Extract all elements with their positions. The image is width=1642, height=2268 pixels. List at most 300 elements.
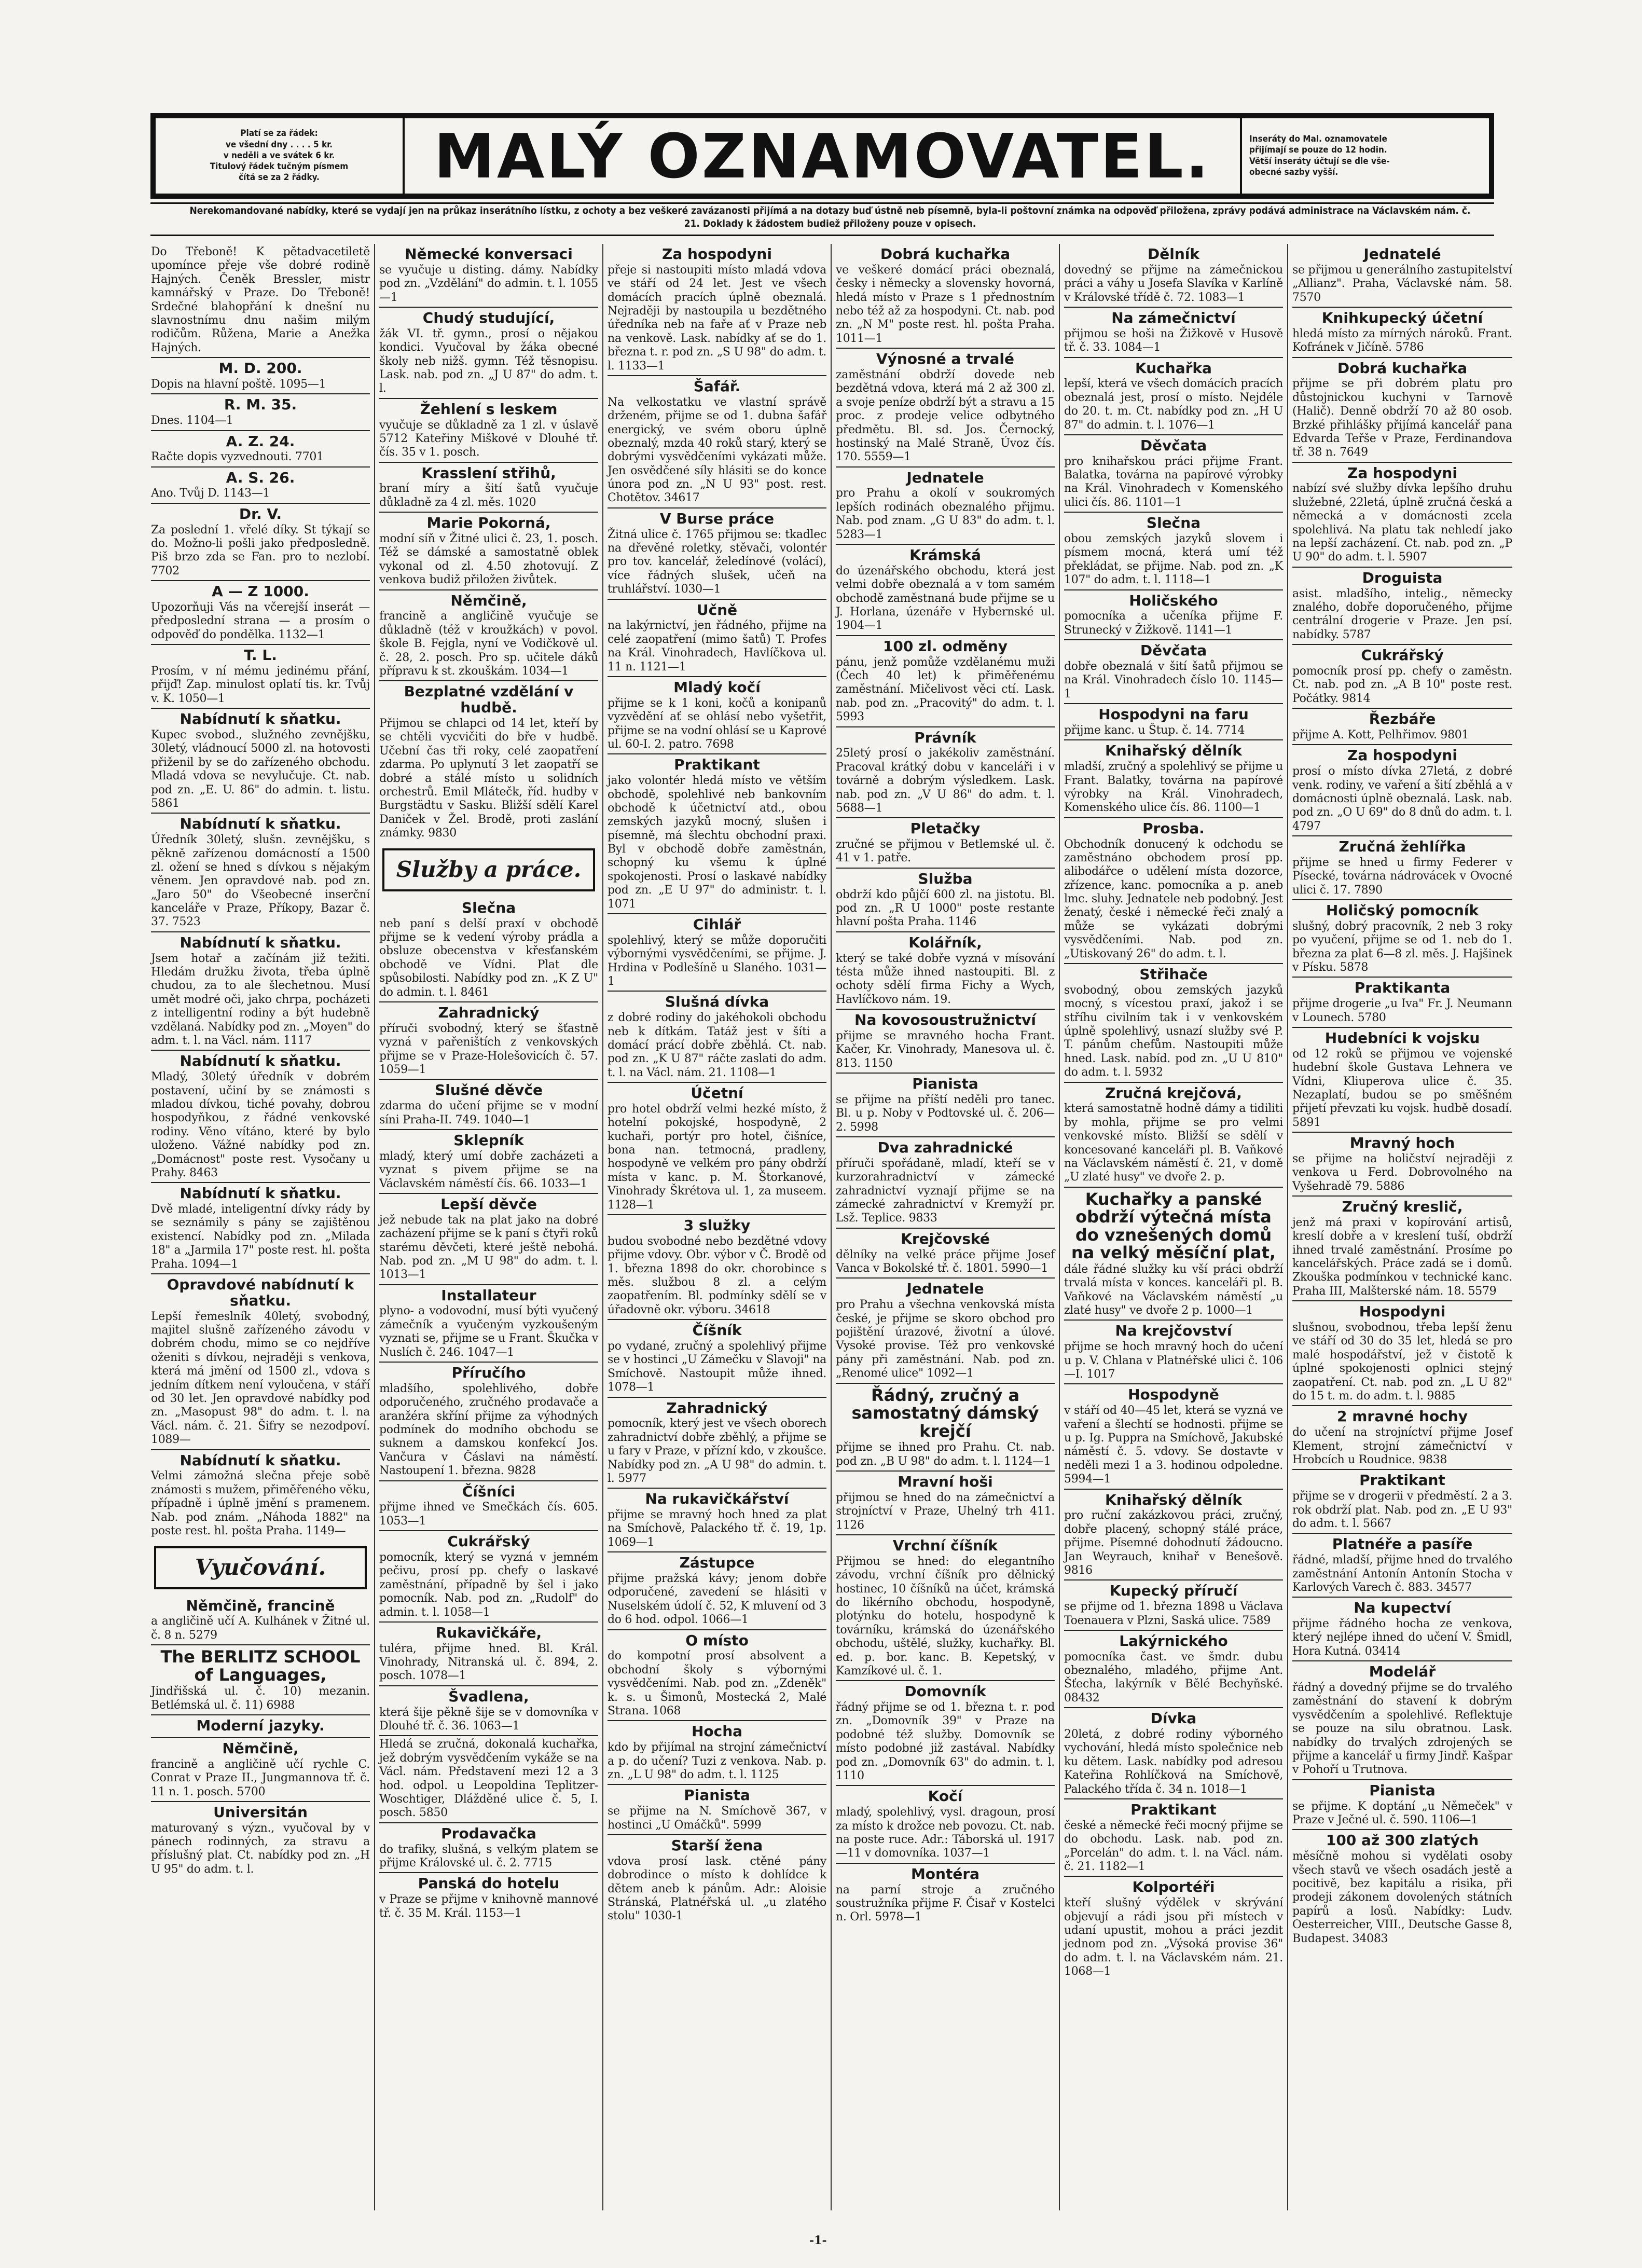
ad-headline: Německé konversaci <box>405 245 573 263</box>
ad-headline: Lepší děvče <box>440 1195 537 1213</box>
classified-ad <box>608 1488 826 1551</box>
ad-headline: Praktikant <box>1130 1801 1217 1818</box>
classified-ad <box>151 1596 370 1645</box>
classified-ad <box>379 1193 598 1284</box>
classified-ad <box>608 599 826 676</box>
classified-ad <box>151 1644 370 1714</box>
classified-ad <box>379 1685 598 1736</box>
ad-text: přijme se mravného hocha Frant. Kačer, Kr. Vinohrady, Manesova ul. č. 813. 1150 <box>836 1029 1055 1070</box>
ad-text: maturovaný s význ., vyučoval by v pánech rodinných, za stravu a příslušný plat. Ct. nabídky pod zn. „H U 95" do adm. t. l. <box>151 1821 370 1876</box>
classified-ad <box>379 307 598 398</box>
classified-ad <box>1292 462 1512 567</box>
classified-ad <box>151 931 370 1050</box>
ad-headline: Kuchařky a panské obdrží výtečná místa do vznešených domů na velký měsíční plat, <box>1071 1189 1276 1263</box>
classified-ad <box>379 898 598 1001</box>
ad-headline: Holičský pomocník <box>1326 902 1479 919</box>
ad-text: české a německé řeči mocný přijme se do obchodu. Lask. nab. pod zn. „Porcelán" do adm. t. l. na Václ. nám. č. 21. 1182—1 <box>1064 1819 1283 1873</box>
ad-text: pomocník prosí pp. chefy o zaměstn. Ct. nab. pod zn. „A B 10" poste rest. Počátky. 9814 <box>1292 664 1512 705</box>
classified-ad <box>379 1284 598 1362</box>
ad-headline: Kuchařka <box>1135 359 1212 377</box>
ad-text: mladý, spolehlivý, vysl. dragoun, prosí za místo k drožce neb povozu. Ct. nab. na poste ruce. Adr.: Táborská ul. 1917—11 v domovníka. 1037—1 <box>836 1806 1055 1860</box>
ad-text: pro ruční zakázkovou práci, zručný, dobře placený, schopný stálé práce, přijme. Písemné dohodnutí žádoucno. Jan Weyrauch, knihař v Benešově. 9816 <box>1064 1509 1283 1577</box>
ad-headline: Nabídnutí k sňatku. <box>180 1052 341 1070</box>
classified-ad <box>608 1834 826 1926</box>
classified-ad <box>151 466 370 503</box>
ad-headline: M. D. 200. <box>218 360 302 377</box>
ad-text: Upozorňuji Vás na včerejší inserát — předposlední strana — a prosím o odpověď do pondělka. 1132—1 <box>151 601 370 641</box>
ad-headline: Prodavačka <box>441 1824 536 1842</box>
rule-divider <box>150 202 1494 204</box>
info-line: obecné sazby vyšší. <box>1249 167 1339 177</box>
classified-ad <box>151 503 370 580</box>
classified-ad <box>379 1129 598 1193</box>
ad-text: pomocník, který jest ve všech oborech zahradnictví dobře zběhlý, a přijme se u fary v Praze, v přízní kdo, v zkoušce. Nabídky pod zn. „A U 98" do admin. t. l. 5977 <box>608 1417 826 1485</box>
ad-text: do kompotní prosí absolvent a obchodní školy s výbornými vysvědčeními. Nab. pod zn. „Zdeněk" k. s. u Šimonů, Mostecká 2, Malé Strana. 1068 <box>608 1650 826 1717</box>
ad-text: do trafiky, slušná, s velkým platem se přijme Královské ul. č. 2. 7715 <box>379 1843 598 1870</box>
ad-headline: Vrchní číšník <box>892 1536 998 1554</box>
classified-ad <box>1292 977 1512 1027</box>
classified-ad <box>1292 708 1512 744</box>
ad-text: slušnou, svobodnou, třeba lepší ženu ve stáří od 30 do 35 let, hledá se pro malé hospodářství, jež v čistotě k úplné spokojenosti oplnici stejný zaopatření. Ct. nab. pod zn. „L U 82" do 15 t. m. do adm. t. l. 9885 <box>1292 1321 1512 1403</box>
classified-ad <box>379 1480 598 1531</box>
classified-ad <box>1292 1195 1512 1300</box>
ad-headline: T. L. <box>244 647 277 664</box>
ad-text: jenž má praxi v kopírování artisů, kreslí dobře a v kreslení tuší, obdrží ihned trvalé zaměstnání. Prosíme po kancelářských. Práce zadá se i domů. Zkouška podmínkou v technické kanc. Praha III, Malšterské nám. 18. 5579 <box>1292 1216 1512 1298</box>
ad-text: Obchodník donucený k odchodu se zaměstnáno obchodem prosí pp. alibodářce o udělení místa dozorce, zřízence, kanc. pomocníka a p. aneb lmc. sluhy. Jednatele neb podobný. Jest ženatý, české i německé řeči znalý a může se vykázati dobrými vysvědčeními. Nab. pod zn. „Utiskovaný 26" do adm. t. l. <box>1064 837 1283 960</box>
ad-text: Dopis na hlavní poště. 1095—1 <box>151 377 326 391</box>
classified-ad <box>836 1785 1055 1862</box>
ad-text: hledá místo za mírných nároků. Frant. Kofránek v Jičíně. 5786 <box>1292 327 1512 354</box>
ad-headline: Universitán <box>213 1803 308 1821</box>
ad-text: přijme ihned ve Smečkách čís. 605. 1053—1 <box>379 1501 598 1528</box>
ad-text: mladší, zručný a spolehlivý se přijme u Frant. Balatky, továrna na papírové výrobky na Král. Vinohradech, Komenského ulice čís. 86. 1100—1 <box>1064 760 1283 815</box>
ad-headline: Rukavičkáře, <box>435 1624 542 1641</box>
classified-ad <box>379 680 598 842</box>
ad-headline: Pianista <box>684 1786 750 1804</box>
classified-ad <box>608 913 826 991</box>
ad-headline: Mravný hoch <box>1349 1134 1455 1152</box>
ad-text: do učení na strojníctví přijme Josef Klement, strojní zámečnictví v Hrobcích u Roudnice. 9838 <box>1292 1426 1512 1466</box>
ad-headline: Krasslení střihů, <box>421 464 556 482</box>
ad-text: přijme se ihned pro Prahu. Ct. nab. pod zn. „B U 98" do adm. t. l. 1124—1 <box>836 1441 1055 1468</box>
classified-ad <box>1064 1876 1283 1981</box>
ad-headline: Pianista <box>1369 1781 1436 1799</box>
classified-ad <box>608 1397 826 1488</box>
ad-text: řádné, mladší, přijme hned do trvalého zaměstnání Antonín Antonín Stocha v Karlových Varech č. 883. 34577 <box>1292 1554 1512 1594</box>
ad-text: Ano. Tvůj D. 1143—1 <box>151 487 270 500</box>
ad-text: Jindřišská ul. č. 10) mezanin. Betlémská ul. č. 11) 6988 <box>151 1685 370 1712</box>
ad-column <box>1060 244 1288 2210</box>
ad-headline: Zahradnický <box>438 1004 540 1022</box>
ad-headline: Droguista <box>1362 569 1443 586</box>
ad-text: od 12 roků se přijmou ve vojenské hudební škole Gustava Lehnera ve Vídni, Kliuperova ulice č. 35. Nezaplatí, budou se po směšném přijetí převzati ku vojsk. hudbě dosadí. 5891 <box>1292 1047 1512 1129</box>
ad-headline: Praktikant <box>674 756 760 774</box>
ad-text: přijme se hned u firmy Federer v Písecké, továrna nádrovácek v Ovocné ulici č. 17. 7890 <box>1292 856 1512 897</box>
ad-headline: Moderní jazyky. <box>196 1717 325 1735</box>
ad-headline: Děvčata <box>1140 436 1207 454</box>
ad-text: se přijme. K doptání „u Němeček" v Praze v Ječné ul. č. 590. 1106—1 <box>1292 1799 1512 1826</box>
ad-text: lepší, která ve všech domácích pracích obeznalá jest, prosí o místo. Nejdéle do 20. t. m. Ct. nabídky pod zn. „H U 87" do admin. t. l. 1076—1 <box>1064 377 1283 432</box>
ad-text: francině a angličině vyučuje se důkladně (též v kroužkách) v povol. škole B. Fejgla, nyní ve Vodičkově ul. č. 28, 2. posch. Pro sp. učitele dáků přípravu k st. zkouškám. 1034—1 <box>379 610 598 678</box>
masthead-info-box <box>1240 118 1489 194</box>
ad-headline: Sklepník <box>453 1131 524 1149</box>
classified-ad <box>1292 1597 1512 1660</box>
ad-headline: Knihařský dělník <box>1105 742 1242 760</box>
classified-ad <box>1292 567 1512 644</box>
classified-ad <box>836 466 1055 544</box>
classified-ad <box>1292 307 1512 357</box>
ad-headline: Domovník <box>904 1683 986 1700</box>
ad-text: přijme se při dobrém platu pro důstojnickou kuchyni v Tarnově (Halič). Denně obdrží 70 až 80 osob. Brzké přihlášky přijímá kancelář pana Edvarda Teřše v Praze, Ferdinandova tř. 38 n. 7649 <box>1292 377 1512 459</box>
ad-headline: Dobrá kuchařka <box>880 245 1011 263</box>
ad-text: Žitná ulice č. 1765 přijmou se: tkadlec na dřevěné roletky, stěvači, volontér pro tov. kancelář, želedínové (volácí), více řádných slušek, učeň na truhlářství. 1030—1 <box>608 528 826 596</box>
ad-headline: Dobrá kuchařka <box>1337 359 1468 377</box>
section-heading-box: Vyučování. <box>154 1546 367 1589</box>
ad-text: kteří slušný výdělek v skrývání objevují a rádi jsou při místech v udaní upustit, mohou a práci jezdit jednom pod zn. „Výsoká provise 36" do adm. t. l. na Václavském nám. 21. 1068—1 <box>1064 1896 1283 1978</box>
classified-ad <box>1064 307 1283 357</box>
ad-text: dovedný se přijme na zámečnickou práci a váhy u Josefa Slavíka v Karlíně v Královské třídě č. 72. 1083—1 <box>1064 263 1283 304</box>
classified-ad <box>1292 1132 1512 1195</box>
classified-ad <box>836 1534 1055 1680</box>
ad-headline: Dělník <box>1148 245 1199 263</box>
ad-text: přijme A. Kott, Pelhřimov. 9801 <box>1292 728 1469 741</box>
classified-ad <box>1064 1630 1283 1707</box>
ad-headline: Marie Pokorná, <box>426 514 551 532</box>
ad-headline: Zručný kreslič, <box>1342 1198 1463 1216</box>
ad-headline: Na rukavičkářství <box>645 1490 789 1508</box>
classified-ad <box>608 244 826 375</box>
classified-ad <box>836 931 1055 1009</box>
ad-headline: Slečna <box>1146 514 1201 532</box>
section-heading-box: Služby a práce. <box>382 848 595 891</box>
ad-text: přijmou se hoši na Žižkově v Husově tř. č. 33. 1084—1 <box>1064 327 1283 354</box>
ad-text: která samostatně hodně dámy a tidiliti by mohla, přijme se pro velmi venkovské místo. Bližší se sdělí v koncesované kanceláři pl. B. Vaňkové na Václavském náměstí č. 21, v domě „U zlaté husy" ve dvoře 2. p. <box>1064 1102 1283 1184</box>
classified-ad <box>608 991 826 1082</box>
ad-text: pomocníka čast. ve šmdr. dubu obeznalého, mladého, přijme Ant. Šťecha, lakýrník v Bělé Bechyňské. 08432 <box>1064 1650 1283 1705</box>
classified-ad <box>1292 357 1512 462</box>
classified-ad <box>1064 1489 1283 1580</box>
ad-headline: Nabídnutí k sňatku. <box>180 815 341 833</box>
classified-ad <box>836 726 1055 818</box>
ad-text: plyno- a vodovodní, musí býti vyučený zámečník a vyučeným vyzkoušeným vyznati se, přijme se u Frant. Škučka v Nuslích č. 246. 1047—1 <box>379 1304 598 1359</box>
classified-ad <box>836 544 1055 635</box>
ad-column <box>603 244 832 2210</box>
classified-ad <box>151 813 370 931</box>
rules-note: Nerekomandované nabídky, které se vydají jen na průkaz inserátního lístku, z ochoty a bez veškeré zavázanosti přijímá a na dotazy buď ústně neb písemně, byla-li poštovní známka na odpověď přiložena, zprávy podává administrace na Václavském nám. č. 21. Doklady k žádostem budiež přiloženy pouze v opisech. <box>189 205 1471 229</box>
ad-headline: Montéra <box>910 1865 980 1882</box>
ad-headline: Příručího <box>451 1364 526 1382</box>
ad-headline: Nabídnutí k sňatku. <box>180 710 341 728</box>
ad-headline: Němčině, <box>222 1739 299 1757</box>
classified-ad <box>1064 1187 1283 1320</box>
ad-text: měsíčně mohou si vydělati osoby všech stavů ve všech osadách jestě a pocitivě, bez kapitálu a risika, při prodeji zákonem dovolených státních papírů a losů. Nabídky: Ludv. Oesterreicher, VIII., Deutsche Gasse 8, Budapest. 34083 <box>1292 1850 1512 1945</box>
classified-ad <box>379 589 598 681</box>
classified-ad <box>379 1362 598 1480</box>
ad-headline: Právník <box>914 728 976 746</box>
classified-ad <box>1292 1829 1512 1948</box>
ad-headline: Lakýrnického <box>1119 1632 1228 1650</box>
classified-ad <box>379 1001 598 1079</box>
ad-headline: Učně <box>696 601 738 618</box>
ad-text: vyučuje se důkladně za 1 zl. v úslavě 5712 Kateřiny Miškové v Dlouhé tř. čís. 35 v 1. posch. <box>379 418 598 459</box>
ad-headline: Číšník <box>692 1322 742 1339</box>
ad-text: obdrží kdo půjčí 600 zl. na jistotu. Bl. pod zn. „R U 1000" poste restante hlavní pošta Praha. 1146 <box>836 888 1055 929</box>
ad-headline: The BERLITZ SCHOOL of Languages, <box>160 1647 361 1685</box>
classified-ad <box>836 1680 1055 1785</box>
ad-headline: Krámská <box>909 546 981 564</box>
classified-ad <box>379 512 598 589</box>
classified-ad <box>608 1082 826 1214</box>
ad-headline: A. S. 26. <box>226 469 295 486</box>
ad-text: Kupec svobod., služného zevnějšku, 30letý, vládnoucí 5000 zl. na hotovosti přiženil by se do zařízeného obchodu. Mladá vdova se nevylučuje. Ct. nab. pod zn. „E. U. 86" do admin. t. listu. 5861 <box>151 728 370 810</box>
ad-headline: Řezbáře <box>1369 710 1436 728</box>
ad-headline: Jednatele <box>906 469 984 486</box>
ad-text: 25letý prosí o jakékoliv zaměstnání. Pracoval krátký dobu v kanceláři i v továrně a dobrým výsledkem. Lask. nab. pod zn. „V U 86" do adm. t. l. 5688—1 <box>836 747 1055 815</box>
ad-text: dobře obeznalá v šití šatů přijmou se na Král. Vinohradech číslo 10. 1145—1 <box>1064 660 1283 700</box>
ad-text: přijmou se hned do na zámečnictví a strojníctví v Praze, Uhelný trh 411. 1126 <box>836 1491 1055 1532</box>
ad-headline: Číšníci <box>462 1482 516 1500</box>
classified-ad <box>836 817 1055 868</box>
ad-text: asist. mladšího, intelig., německy znalého, dobře doporučeného, přijme centrální drogerie v Praze. Jen psí. nabídky. 5787 <box>1292 587 1512 641</box>
classified-ad <box>379 244 598 307</box>
ad-text: přijme se mravný hoch hned za plat na Smíchově, Palackého tř. č. 19, 1p. 1069—1 <box>608 1508 826 1549</box>
classified-ad <box>151 708 370 813</box>
ad-text: zaměstnání obdrží dovede neb bezdětná vdova, která má 2 až 300 zl. a svoje peníze obdrží být a stravu a 15 proc. z prodeje velice odbytného předmětu. Bl. sd. Jos. Černocký, hostinský na Malé Straně, Úvoz čís. 170. 5559—1 <box>836 368 1055 464</box>
ad-text: přijme drogerie „u Iva" Fr. J. Neumann v Lounech. 5780 <box>1292 997 1512 1024</box>
ad-headline: Cukrářský <box>447 1533 530 1550</box>
classified-ad <box>1292 744 1512 835</box>
classified-ad <box>1064 512 1283 589</box>
classified-ad <box>151 1182 370 1273</box>
classified-ad <box>836 1136 1055 1228</box>
classified-ad <box>1292 1533 1512 1597</box>
ad-text: který se také dobře vyzná v mísování tésta může ihned nastoupiti. Bl. z ochoty sdělí firma Fichy a Wych, Havlíčkovo nám. 19. <box>836 952 1055 1006</box>
classified-ad <box>379 1735 598 1822</box>
classified-ad <box>608 753 826 913</box>
ad-text: a angličině učí A. Kulhánek v Žitné ul. č. 8 n. 5279 <box>151 1615 370 1642</box>
classified-ad <box>379 1530 598 1621</box>
ad-headline: Nabídnutí k sňatku. <box>180 1451 341 1469</box>
ad-text: modní síň v Žitné ulici č. 23, 1. posch. Též se dámské a samostatně oblek vykonal od zl. 4.50 zhotovují. Z venkova budiž přiložen živůtek. <box>379 532 598 587</box>
ad-text: se přijme na příští neděli pro tanec. Bl. u p. Noby v Podtovské ul. č. 206—2. 5998 <box>836 1093 1055 1134</box>
ad-text: přijme se k 1 koni, kočů a konipanů vyzvědění ať se ohlásí nebo vyšetřit, přijme se na vodní ohlásí se u Kaprové ul. 60-I. 2. patro. 7698 <box>608 696 826 751</box>
ad-text: pomocník, který se vyzná v jemném pečivu, prosí pp. chefy o laskavé zaměstnání, případně by šel i jako pomocník. Nab. pod zn. „Rudolf" do admin. t. l. 1058—1 <box>379 1550 598 1619</box>
classified-ad <box>151 1714 370 1737</box>
classified-ad <box>1064 244 1283 307</box>
classified-ad <box>836 1383 1055 1470</box>
classified-ad <box>608 676 826 753</box>
ad-headline: Mladý kočí <box>673 678 761 696</box>
ad-text: kdo by přijímal na strojní zámečnictví a p. do učení? Tuzi z venkova. Nab. p. zn. „L U 98" do adm. t. l. 1125 <box>608 1741 826 1781</box>
ad-text: braní míry a šití šatů vyučuje důkladně za 4 zl. měs. 1020 <box>379 482 598 509</box>
classified-ad <box>1292 899 1512 977</box>
ad-headline: V Burse práce <box>659 510 775 527</box>
ad-headline: Panská do hotelu <box>418 1875 560 1892</box>
classified-ad <box>1292 1779 1512 1830</box>
classified-ad <box>151 357 370 393</box>
classified-ad <box>836 868 1055 931</box>
classified-ad <box>836 1277 1055 1382</box>
ad-headline: Výnosné a trvalé <box>876 350 1014 368</box>
ad-headline: Mravní hoši <box>898 1473 993 1491</box>
ad-text: do úzenářského obchodu, která jest velmi dobře obeznalá a v tom samém obchodě zaměstnaná bude přijme se u J. Horlana, úzenáře v Hybernské ul. 1904—1 <box>836 564 1055 633</box>
ad-headline: Dva zahradnické <box>877 1139 1013 1157</box>
ad-headline: Kolportéři <box>1132 1878 1215 1896</box>
rule-divider <box>150 235 1494 236</box>
ad-headline: Dívka <box>1150 1710 1197 1727</box>
ad-text: mladý, který umí dobře zacházeti a vyznat s pivem přijme se na Václavském náměstí čís. 66. 1033—1 <box>379 1149 598 1190</box>
ad-headline: Hospodyni <box>1359 1303 1446 1321</box>
classified-ad <box>1064 357 1283 434</box>
ad-headline: Děvčata <box>1140 642 1207 659</box>
ad-text: pro knihařskou práci přijme Frant. Balatka, továrna na papírové výrobky na Král. Vinohradech v Komenského ulici čís. 86. 1101—1 <box>1064 455 1283 509</box>
classified-ad <box>379 462 598 512</box>
ad-text: řádný a dovedný přijme se do trvalého zaměstnání do stavení k dobrým vysvědčením a spolehlivé. Reflektuje se pouze na silu obratnou. Lask. nabídky do trvalých zdrojených se přijme a kancelář u firmy Jindř. Kašpar v Pohoří u Trutnova. <box>1292 1681 1512 1777</box>
classified-ad <box>836 635 1055 726</box>
ad-headline: A — Z 1000. <box>212 583 309 600</box>
ad-text: Dnes. 1104—1 <box>151 414 233 428</box>
ad-text: Prosím, v ní mému jedinému přání, přijď! Zap. minulost oplatí tis. kr. Tvůj v. K. 1050—1 <box>151 665 370 705</box>
ad-text: Velmi zámožná slečna přeje sobě známosti s mužem, přiměřeného věku, případně i úplně jmění s pramenem. Nab. pod znám. „Náhoda 1882" na poste rest. hl. pošta Praha. 1149— <box>151 1469 370 1537</box>
classified-ad <box>1292 835 1512 899</box>
ad-text: slušný, dobrý pracovník, 2 neb 3 roky po vyučení, přijme se od 1. neb do 1. března za plat 6—8 zl. měs. J. Hajšinek v Písku. 5878 <box>1292 919 1512 974</box>
ad-text: Do Třeboně! K pětadvacetiletě upomínce přeje vše dobré rodině Hajných. Čeněk Bressler, mistr kamnářský v Praze. Do Třeboně! Srdečné blahopřání k dnešní nu slavnostnímu dnu našim milým rodičům. Růžena, Marie a Anežka Hajných. <box>151 245 370 354</box>
ad-headline: Žehlení s leskem <box>420 400 558 418</box>
classified-ad <box>379 1079 598 1129</box>
classified-ad <box>151 1801 370 1878</box>
classified-ad <box>151 1050 370 1182</box>
classified-ad <box>379 1822 598 1873</box>
ad-text: spolehlivý, který se může doporučiti výbornými vysvědčeními, se přijme. J. Hrdina v Podlešíně u Slaného. 1031—1 <box>608 933 826 988</box>
ad-text: dělníky na velké práce přijme Josef Vanca v Bokolské tř. č. 1801. 5990—1 <box>836 1248 1055 1275</box>
classified-ad <box>151 1273 370 1449</box>
ad-headline: Zástupce <box>679 1554 755 1572</box>
ad-text: nabízí své služby dívka lepšího druhu služebné, 22letá, úplně zručná česká a německá a v domácnosti zcela spolehlivá. Na platu tak nehledí jako na lepší zacházení. Ct. nab. pod zn. „P U 90" do adm. t. l. 5907 <box>1292 482 1512 564</box>
ad-text: svobodný, obou zemských jazyků mocný, s vícestou praxí, jakož i se stříhu civilním tak i v venkovském úplně spolehlivý, usnazí služby své P. T. pánům chefům. Nastoupiti může hned. Lask. nabíd. pod zn. „U U 810" do adm. t. l. 5932 <box>1064 983 1283 1079</box>
classified-ad <box>151 1737 370 1801</box>
price-line: Titulový řádek tučným písmem <box>210 161 349 172</box>
info-line: přijímají se pouze do 12 hodin. <box>1249 145 1387 156</box>
ad-text: v stáří od 40—45 let, která se vyzná ve vaření a šlechtí se hodnosti. přijme se u p. Ig. Puppra na Smíchově, Jakubské náměstí č. 5. vdovy. Se dostavte v neděli mezi 1 a 3. hodinou odpoledne. 5994—1 <box>1064 1404 1283 1486</box>
classified-ad <box>151 580 370 644</box>
ad-text: 20letá, z dobré rodiny výborného vychování, hledá místo společnice neb ku dětem. Lask. nabídky pod adresou Kateřina Rohlíčková na Smíchově, Palackého třída č. 34 n. 1018—1 <box>1064 1728 1283 1796</box>
ad-headline: Cukrářský <box>1361 647 1444 664</box>
ad-headline: Němčině, francině <box>186 1597 335 1614</box>
classified-ad <box>1064 1383 1283 1488</box>
ad-headline: Kolářník, <box>908 933 982 951</box>
ad-headline: Nabídnutí k sňatku. <box>180 1185 341 1202</box>
ad-headline: Slečna <box>461 899 516 916</box>
ad-text: Račte dopis vyzvednouti. 7701 <box>151 450 324 464</box>
ad-headline: Šafář. <box>693 377 741 395</box>
classified-ad <box>836 348 1055 466</box>
classified-ad <box>608 1784 826 1834</box>
ad-text: jež nebude tak na plat jako na dobré zacházení přijme se k paní s čtyři roků starému děvčeti, které ještě nebohá. Nab. pod zn. „M U 98" do adm. t. l. 1013—1 <box>379 1213 598 1282</box>
price-line: v neděli a ve svátek 6 kr. <box>223 150 335 161</box>
ad-text: francině a angličině učí rychle C. Conrat v Praze II., Jungmannova tř. č. 11 n. 1. posch. 5700 <box>151 1757 370 1798</box>
classified-ad <box>151 244 370 357</box>
ad-headline: Hospodyně <box>1128 1386 1219 1404</box>
ad-text: řádný přijme se od 1. března t. r. pod zn. „Domovník 39" v Praze na podobné též služby. Domovník se místo podobné již zastával. Nabídky pod zn. „Domovník 63" do admin. t. l. 1110 <box>836 1701 1055 1783</box>
ad-headline: Za hospodyni <box>662 245 772 263</box>
ad-headline: 2 mravné hochy <box>1337 1408 1468 1425</box>
ad-text: pro hotel obdrží velmi hezké místo, ž hotelní pokojské, hospodyně, 2 kuchaři, portýr pro hotel, čišníce, bona nan. tetmocná, pradleny, hospodyně ve velkém pro pány obdrží místa v kanc. p. M. Štorkanové, Vinohrady Škrétova ul. 1, za museem. 1128—1 <box>608 1102 826 1212</box>
classified-ad <box>379 398 598 462</box>
ad-text: jako volontér hledá místo ve větším obchodě, spolehlivé neb bankovním obchodě k účetnictví atd., obou zemských jazyků mocný, slušen i písemně, má šlechtu obchodní praxi. Byl v obchodě dobře zaměstnán, schopný ku všemu k úplné spokojenosti. Prosí o laskavé nabídky pod zn. „E U 97" do administr. t. l. 1071 <box>608 774 826 911</box>
ad-text: Úředník 30letý, slušn. zevnějšku, s pěkně zařízenou domácností a 1500 zl. ožení se hned s dívkou s nějakým věnem. Jen opravdové nab. pod zn. „Jaro 50" do Všeobecné inserční kanceláře v Praze, Příkopy, Bazar č. 37. 7523 <box>151 833 370 929</box>
ad-headline: Střihače <box>1139 966 1208 983</box>
ad-headline: Na kovosoustružnictví <box>854 1011 1036 1029</box>
classified-ad <box>1064 1579 1283 1630</box>
ad-headline: Pianista <box>912 1075 978 1093</box>
info-line: Větší inseráty účtují se dle vše- <box>1249 156 1390 167</box>
ad-text: na parní stroje a zručného soustružníka přijme F. Čisař v Kostelci n. Orl. 5978—1 <box>836 1883 1055 1924</box>
ad-headline: Modelář <box>1369 1663 1436 1681</box>
ad-headline: Praktikanta <box>1354 979 1451 997</box>
classified-ad <box>151 430 370 466</box>
info-line: Inseráty do Mal. oznamovatele <box>1249 134 1387 144</box>
ad-headline: Za hospodyni <box>1347 464 1457 482</box>
classified-ad <box>1064 963 1283 1082</box>
ad-headline: Kočí <box>928 1788 963 1805</box>
ad-text: příruči svobodný, který se šťastně vyzná v pařeništích z venkovských přijme se v Praze-Holešovicích č. 57. 1059—1 <box>379 1022 598 1076</box>
ad-headline: Jednatele <box>906 1280 984 1298</box>
ad-headline: Hocha <box>691 1723 743 1740</box>
classified-ad <box>1064 639 1283 703</box>
ad-headline: Hudebníci k vojsku <box>1324 1029 1480 1047</box>
ad-headline: R. M. 35. <box>224 396 297 414</box>
ad-headline: Prosba. <box>1142 819 1205 837</box>
ad-headline: Bezplatné vzdělání v hudbě. <box>404 683 574 717</box>
classified-ad <box>1292 1300 1512 1405</box>
ad-text: obou zemských jazyků slovem i písmem mocná, která umí též překládat, se přijme. Nab. pod zn. „K 107" do adm. t. l. 1118—1 <box>1064 532 1283 587</box>
ad-headline: Platnéře a pasíře <box>1332 1535 1473 1553</box>
classified-ad <box>379 1621 598 1685</box>
classified-ad <box>1292 644 1512 708</box>
ad-headline: Praktikant <box>1359 1472 1445 1489</box>
ad-headline: O místo <box>685 1631 749 1649</box>
ad-column <box>832 244 1060 2210</box>
ad-text: budou svobodné nebo bezdětné vdovy přijme vdovy. Obr. výbor v Č. Brodě od 1. března 1898 do okr. chorobince s měs. službou 8 zl. a celým zaopatřením. Bl. podmínky sdělí se v úřadovně okr. výboru. 34618 <box>608 1234 826 1316</box>
ad-text: tuléra, přijme hned. Bl. Král. Vinohrady, Nitranská ul. č. 894, 2. posch. 1078—1 <box>379 1642 598 1683</box>
ad-text: Lepší řemeslník 40letý, svobodný, majitel slušně zařízeného závodu v dobrém chodu, mimo se co nejdříve oženiti s dívkou, nejraději s venkova, která má jmění od 1500 zl., vdova s jedním dítkem není vyloučena, v stáří od 30 let. Jen opravdové nabídky pod zn. „Masopust 98" do adm. t. l. na Václ. nám. č. 21. Šifry se nezodpoví. 1089— <box>151 1310 370 1447</box>
price-line: ve všední dny . . . . 5 kr. <box>225 139 333 150</box>
ad-text: se přijme na holičství nejraději z venkova u Ferd. Dobrovolného na Vyšehradě 79. 5886 <box>1292 1152 1512 1193</box>
ad-text: Přijmou se hned: do elegantního závodu, vrchní číšník pro dělnický hostinec, 10 číšníků na účet, krámská do likérního obchodu, hospodyně, plotýnku do hotelu, hospodyně k továrníku, krámská do úzenářského obchodu, uštělé, služky, kuchařky. Bl. ed. p. bor. kanc. B. Kepetský, v Kamzíkové ul. č. 1. <box>836 1555 1055 1678</box>
classified-ad <box>608 1629 826 1721</box>
ad-text: Jsem hotař a začínám již težiti. Hledám družku života, třeba úplně chudou, za to ale šlechetnou. Musí umět modré oči, jako chrpa, pocházeti z intelligentní rodiny a být hudebně vzdělaná. Nabídky pod zn. „Moyen" do adm. t. l. na Václ. nám. 1117 <box>151 952 370 1047</box>
classified-ad <box>608 1319 826 1396</box>
ad-headline: Slušné děvče <box>435 1081 543 1099</box>
classified-ad <box>608 1551 826 1629</box>
ad-headline: Nabídnutí k sňatku. <box>180 933 341 951</box>
ad-headline: Pletačky <box>910 820 981 837</box>
classified-ad <box>608 375 826 507</box>
classified-ad <box>836 1470 1055 1534</box>
ad-text: přeje si nastoupiti místo mladá vdova ve stáří od 24 let. Jest ve všech domácích pracích úplně obeznalá. Nejraději by nastoupila u bezdětného úředníka neb na faře ať v Praze neb na venkově. Lask. nabídky ať se do 1. března t. r. pod zn. „S U 98" do adm. t. l. 1133—1 <box>608 263 826 373</box>
ad-headline: Švadlena, <box>448 1687 529 1705</box>
classified-ad <box>1292 1405 1512 1469</box>
ad-headline: Řádný, zručný a samostatný dámský krejčí <box>851 1385 1039 1441</box>
ad-column <box>375 244 603 2210</box>
classified-ad <box>1292 244 1512 307</box>
ad-text: ve veškeré domácí práci obeznalá, česky i německy a slovensky hovorná, hledá místo v Praze s 1 přednostním nebo též až za hospodyni. Ct. nab. pod zn. „N M" poste rest. hl. pošta Praha. 1011—1 <box>836 263 1055 345</box>
ad-text: přijme se hoch mravný hoch do učení u p. V. Chlana v Platnéřské ulici č. 106—I. 1017 <box>1064 1340 1283 1381</box>
ad-text: po vydané, zručný a spolehlivý přijme se v hostinci „U Zámečku v Slavoji" na Smíchově. Nastoupit může ihned. 1078—1 <box>608 1339 826 1394</box>
ad-column <box>1288 244 1516 2210</box>
classified-ad <box>1064 434 1283 512</box>
classified-ad <box>1064 589 1283 640</box>
